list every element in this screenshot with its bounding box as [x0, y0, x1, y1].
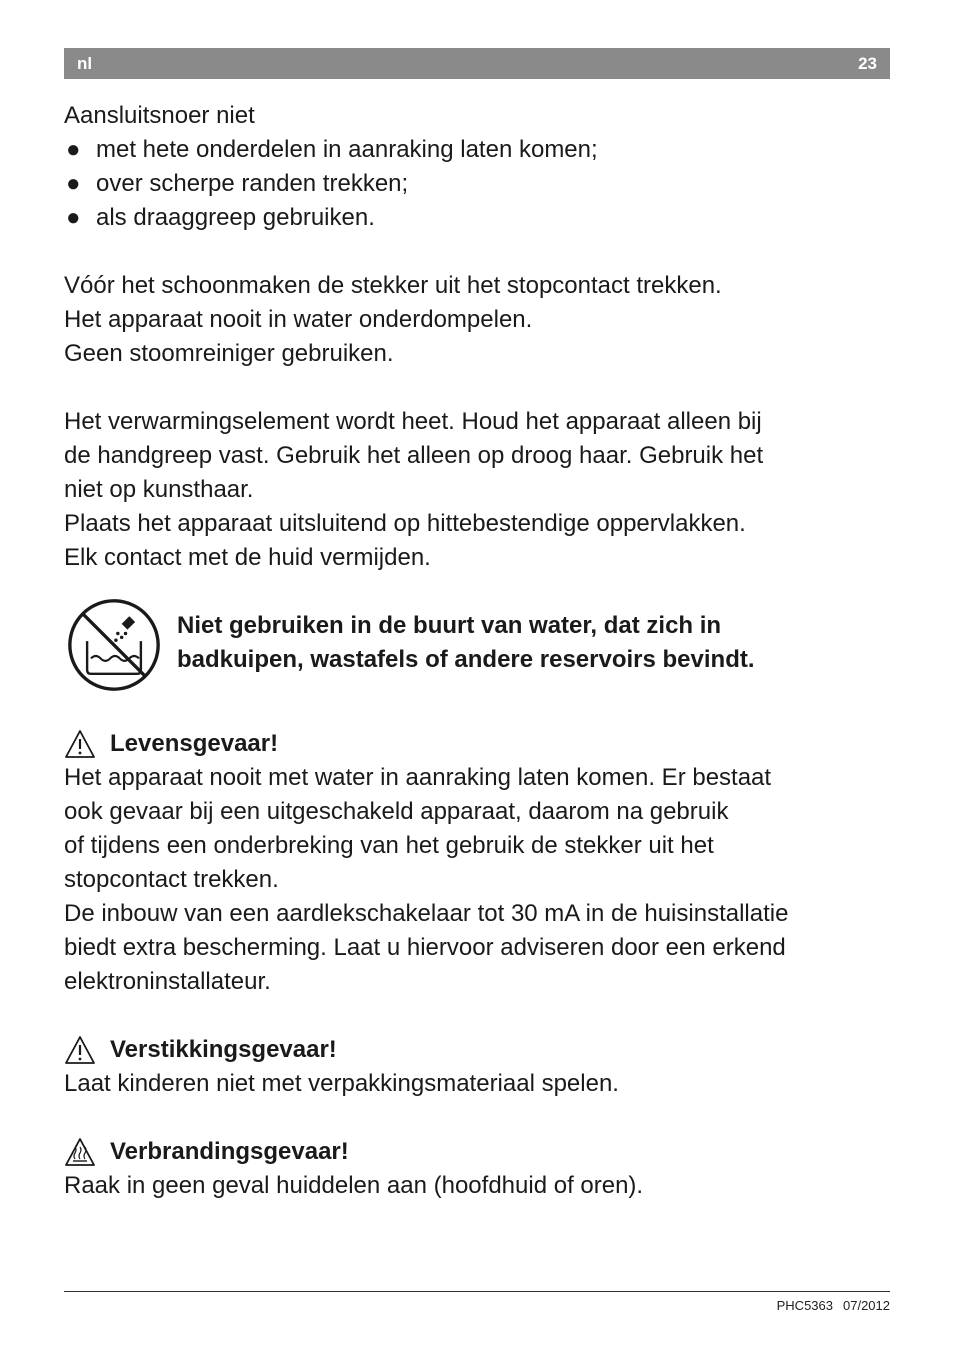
danger-life-title: Levensgevaar! — [110, 730, 279, 757]
header-bar — [64, 48, 890, 79]
list-item: ● met hete onderdelen in aanraking laten komen; — [64, 133, 894, 167]
danger-life-line: De inbouw van een aardlekschakelaar tot 30 mA in de huisinstallatie — [64, 900, 789, 927]
danger-suffocation-heading — [64, 1033, 894, 1067]
heating-line: Elk contact met de huid vermijden. — [64, 544, 431, 571]
cleaning-line: Vóór het schoonmaken de stekker uit het stopcontact trekken. — [64, 272, 722, 299]
cleaning-line: Het apparaat nooit in water onderdompelen. — [64, 306, 533, 333]
danger-life-line: elektroninstallateur. — [64, 968, 271, 995]
danger-suffocation-line: Laat kinderen niet met verpakkingsmateriaal spelen. — [64, 1070, 619, 1097]
footer-divider — [64, 1291, 890, 1292]
danger-life-line: biedt extra bescherming. Laat u hiervoor adviseren door een erkend — [64, 934, 786, 961]
heating-line: Plaats het apparaat uitsluitend op hittebestendige oppervlakken. — [64, 510, 746, 537]
no-water-bath-icon — [66, 597, 162, 693]
footer-code — [777, 1298, 890, 1313]
danger-burn-line: Raak in geen geval huiddelen aan (hoofdhuid of oren). — [64, 1172, 644, 1199]
page-number: 23 — [858, 54, 877, 73]
list-item: ● als draaggreep gebruiken. — [64, 201, 894, 235]
danger-life-line: ook gevaar bij een uitgeschakeld apparaat, daarom na gebruik — [64, 798, 729, 825]
water-warning-text: Niet gebruiken in de buurt van water, dat zich in badkuipen, wastafels of andere reservoirs bevindt. — [177, 612, 755, 673]
bullet-icon: ● — [66, 136, 81, 163]
bullet-icon: ● — [66, 170, 81, 197]
hot-surface-warning-icon — [64, 1137, 96, 1167]
heating-line: niet op kunsthaar. — [64, 476, 254, 503]
water-warning-block — [64, 597, 894, 727]
danger-suffocation-title: Verstikkingsgevaar! — [110, 1036, 337, 1063]
danger-life-line: of tijdens een onderbreking van het gebruik de stekker uit het — [64, 832, 714, 859]
danger-life-line: stopcontact trekken. — [64, 866, 279, 893]
danger-burn-title: Verbrandingsgevaar! — [110, 1138, 349, 1165]
language-code: nl — [77, 54, 93, 73]
heating-line: de handgreep vast. Gebruik het alleen op droog haar. Gebruik het — [64, 442, 764, 469]
cord-bullet-list — [64, 133, 894, 235]
danger-burn-heading — [64, 1135, 894, 1169]
print-date: 07/2012 — [843, 1298, 890, 1313]
warning-triangle-icon — [64, 729, 96, 759]
warning-triangle-icon — [64, 1035, 96, 1065]
list-item: ● over scherpe randen trekken; — [64, 167, 894, 201]
bullet-icon: ● — [66, 204, 81, 231]
danger-life-line: Het apparaat nooit met water in aanraking laten komen. Er bestaat — [64, 764, 772, 791]
cord-intro: Aansluitsnoer niet — [64, 102, 255, 129]
cleaning-line: Geen stoomreiniger gebruiken. — [64, 340, 394, 367]
heating-line: Het verwarmingselement wordt heet. Houd het apparaat alleen bij — [64, 408, 762, 435]
model-number: PHC5363 — [776, 1298, 833, 1313]
page-content — [64, 99, 894, 1203]
danger-life-heading — [64, 727, 894, 761]
